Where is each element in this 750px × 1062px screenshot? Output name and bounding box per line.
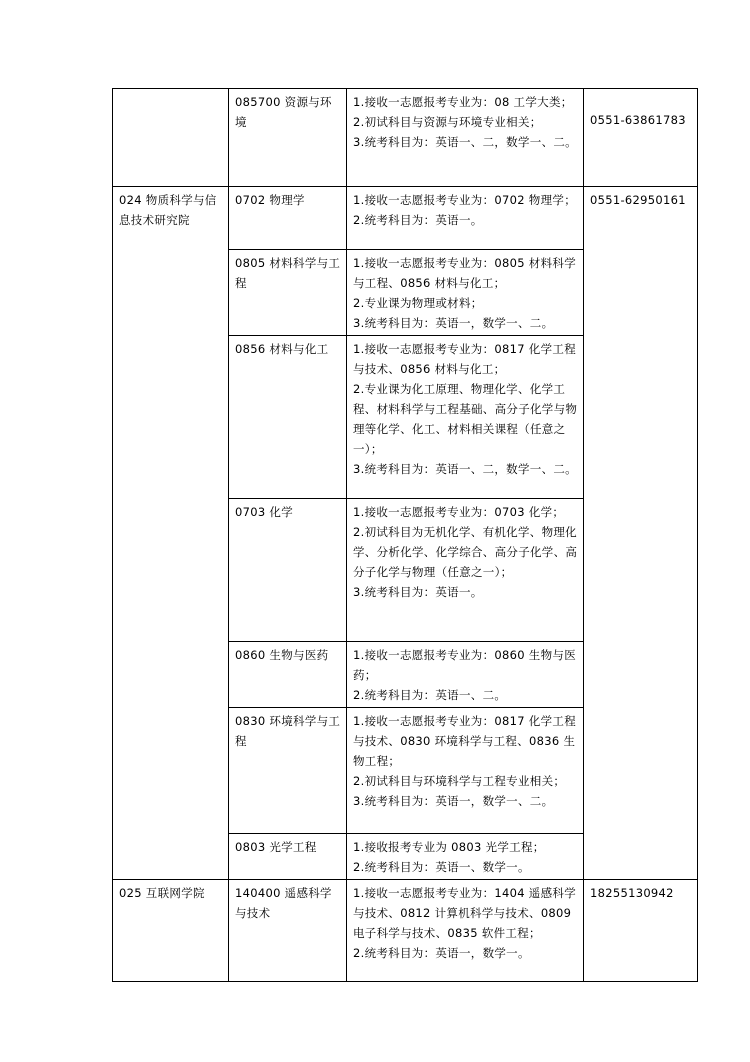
- requirement-line: 2.统考科目为：英语一、二。: [353, 688, 507, 702]
- requirement-line: 1.接收一志愿报考专业为：1404 遥感科学与技术、0812 计算机科学与技术、0809 电子科学与技术、0835 软件工程；: [353, 886, 576, 940]
- requirement-line: 1.接收一志愿报考专业为：0805 材料科学与工程、0856 材料与化工；: [353, 256, 576, 290]
- major-cell: 0703 化学: [229, 499, 347, 642]
- requirement-line: 2.统考科目为：英语一，数学一。: [353, 946, 530, 960]
- contact-phone: 0551-62950161: [590, 193, 686, 207]
- major-cell: 0803 光学工程: [229, 834, 347, 880]
- contact-phone: 0551-63861783: [590, 113, 686, 127]
- major-cell: 0830 环境科学与工程: [229, 708, 347, 834]
- adjustment-table: [112, 88, 698, 982]
- requirement-line: 1.接收一志愿报考专业为：0703 化学；: [353, 505, 565, 519]
- requirement-line: 1.接收一志愿报考专业为：0860 生物与医药；: [353, 648, 576, 682]
- requirement-line: 1.接收一志愿报考专业为：0817 化学工程与技术、0856 材料与化工；: [353, 342, 576, 376]
- requirement-line: 3.统考科目为：英语一，数学一、二。: [353, 316, 554, 330]
- requirements-cell: [347, 187, 584, 250]
- requirement-line: 2.专业课为物理或材料；: [353, 296, 483, 310]
- requirement-line: 1.接收报考专业为 0803 光学工程；: [353, 840, 545, 854]
- major-cell: 0856 材料与化工: [229, 336, 347, 499]
- requirements-cell: [347, 336, 584, 499]
- requirement-line: 2.统考科目为：英语一。: [353, 213, 483, 227]
- major-cell: 140400 遥感科学与技术: [229, 880, 347, 982]
- major-cell: 0702 物理学: [229, 187, 347, 250]
- requirements-cell: [347, 880, 584, 982]
- requirement-line: 1.接收一志愿报考专业为：0702 物理学；: [353, 193, 576, 207]
- major-cell: 0860 生物与医药: [229, 642, 347, 708]
- institute-cell: [113, 89, 229, 187]
- requirement-line: 1.接收一志愿报考专业为：0817 化学工程与技术、0830 环境科学与工程、0836 生物工程；: [353, 714, 576, 768]
- requirements-cell: [347, 708, 584, 834]
- institute-cell: 025 互联网学院: [113, 880, 229, 982]
- requirement-line: 3.统考科目为：英语一，数学一、二。: [353, 794, 554, 808]
- requirement-line: 1.接收一志愿报考专业为：08 工学大类；: [353, 95, 573, 109]
- phone-cell: [584, 880, 698, 982]
- major-cell: 0805 材料科学与工程: [229, 250, 347, 336]
- major-cell: 085700 资源与环境: [229, 89, 347, 187]
- table-row: [113, 880, 698, 982]
- requirement-line: 3.统考科目为：英语一、二，数学一、二。: [353, 462, 577, 476]
- requirement-line: 3.统考科目为：英语一。: [353, 585, 483, 599]
- requirement-line: 2.初试科目为无机化学、有机化学、物理化学、分析化学、化学综合、高分子化学、高分子化学与物理（任意之一）；: [353, 525, 578, 579]
- requirements-cell: [347, 834, 584, 880]
- requirements-cell: [347, 89, 584, 187]
- requirement-line: 2.专业课为化工原理、物理化学、化学工程、材料科学与工程基础、高分子化学与物理等化学、化工、材料相关课程（任意之一）；: [353, 382, 578, 456]
- contact-phone: 18255130942: [590, 886, 674, 900]
- requirements-cell: [347, 499, 584, 642]
- requirements-cell: [347, 642, 584, 708]
- requirement-line: 2.初试科目与资源与环境专业相关；: [353, 115, 542, 129]
- requirement-line: 2.统考科目为：英语一、数学一。: [353, 860, 530, 874]
- table-row: [113, 89, 698, 187]
- institute-cell: 024 物质科学与信息技术研究院: [113, 187, 229, 880]
- phone-cell: [584, 187, 698, 880]
- requirements-cell: [347, 250, 584, 336]
- table-row: [113, 187, 698, 250]
- requirement-line: 3.统考科目为：英语一、二，数学一、二。: [353, 135, 577, 149]
- requirement-line: 2.初试科目与环境科学与工程专业相关；: [353, 774, 566, 788]
- phone-cell: [584, 89, 698, 187]
